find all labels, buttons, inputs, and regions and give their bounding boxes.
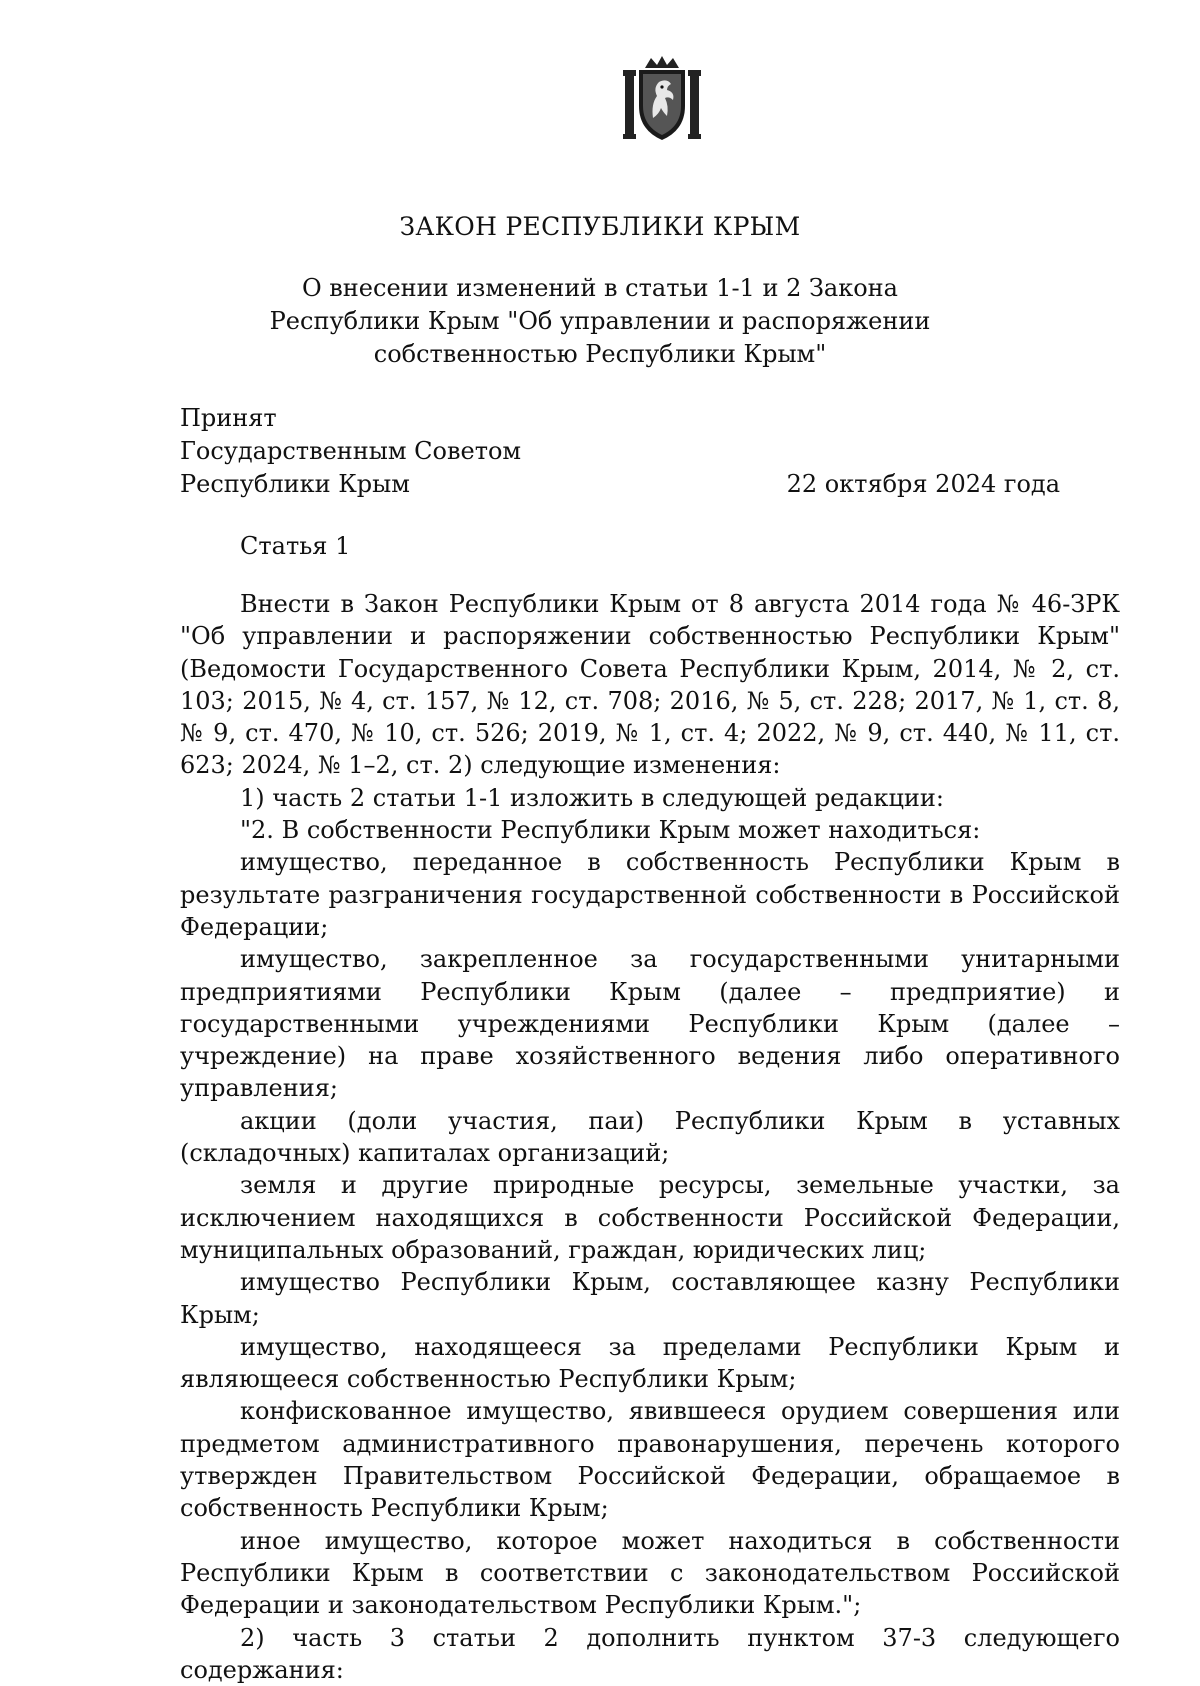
adoption-block [180, 402, 521, 501]
paragraph: имущество, переданное в собственность Республики Крым в результате разграничения государственной собственности в Российской Федерации; [180, 846, 1120, 943]
paragraph: акции (доли участия, паи) Республики Крым в уставных (складочных) капиталах организаций; [180, 1105, 1120, 1170]
paragraph: земля и другие природные ресурсы, земельные участки, за исключением находящихся в собственности Российской Федерации, муниципальных образований, граждан, юридических лиц; [180, 1169, 1120, 1266]
article-body [180, 588, 1120, 1686]
paragraph: конфискованное имущество, явившееся орудием совершения или предметом административного правонарушения, перечень которого утвержден Правительством Российской Федерации, обращаемое в собственность Республики Крым; [180, 1395, 1120, 1524]
paragraph: иное имущество, которое может находиться в собственности Республики Крым в соответствии с законодательством Российской Федерации и законодательством Республики Крым."; [180, 1525, 1120, 1622]
subtitle-line: Республики Крым "Об управлении и распоряжении [0, 305, 1200, 338]
paragraph: 2) часть 3 статьи 2 дополнить пунктом 37-3 следующего содержания: [180, 1622, 1120, 1686]
subtitle-line: собственностью Республики Крым" [0, 338, 1200, 371]
adoption-line: Республики Крым [180, 468, 521, 501]
paragraph: имущество, закрепленное за государственными унитарными предприятиями Республики Крым (далее – предприятие) и государственными учреждениями Республики Крым (далее – учреждение) на праве хозяйственного ведения либо оперативного управления; [180, 943, 1120, 1104]
paragraph: имущество Республики Крым, составляющее казну Республики Крым; [180, 1266, 1120, 1331]
law-subtitle [0, 272, 1200, 371]
paragraph: Внести в Закон Республики Крым от 8 августа 2014 года № 46-ЗРК "Об управлении и распоряжении собственностью Республики Крым" (Ведомости Государственного Совета Республики Крым, 2014, № 2, ст. 103; 2015, № 4, ст. 157, № 12, ст. 708; 2016, № 5, ст. 228; 2017, № 1, ст. 8, № 9, ст. 470, № 10, ст. 526; 2019, № 1, ст. 4; 2022, № 9, ст. 440, № 11, ст. 623; 2024, № 1–2, ст. 2) следующие изменения: [180, 588, 1120, 782]
adoption-date: 22 октября 2024 года [787, 468, 1060, 501]
adoption-line: Принят [180, 402, 521, 435]
paragraph: 1) часть 2 статьи 1-1 изложить в следующей редакции: [180, 782, 1120, 814]
paragraph: имущество, находящееся за пределами Республики Крым и являющееся собственностью Республики Крым; [180, 1331, 1120, 1396]
paragraph: "2. В собственности Республики Крым может находиться: [180, 814, 1120, 846]
crimea-coat-of-arms-emblem [623, 54, 701, 144]
adoption-line: Государственным Советом [180, 435, 521, 468]
subtitle-line: О внесении изменений в статьи 1-1 и 2 Закона [0, 272, 1200, 305]
article-heading: Статья 1 [240, 532, 350, 560]
law-title: ЗАКОН РЕСПУБЛИКИ КРЫМ [0, 212, 1200, 241]
